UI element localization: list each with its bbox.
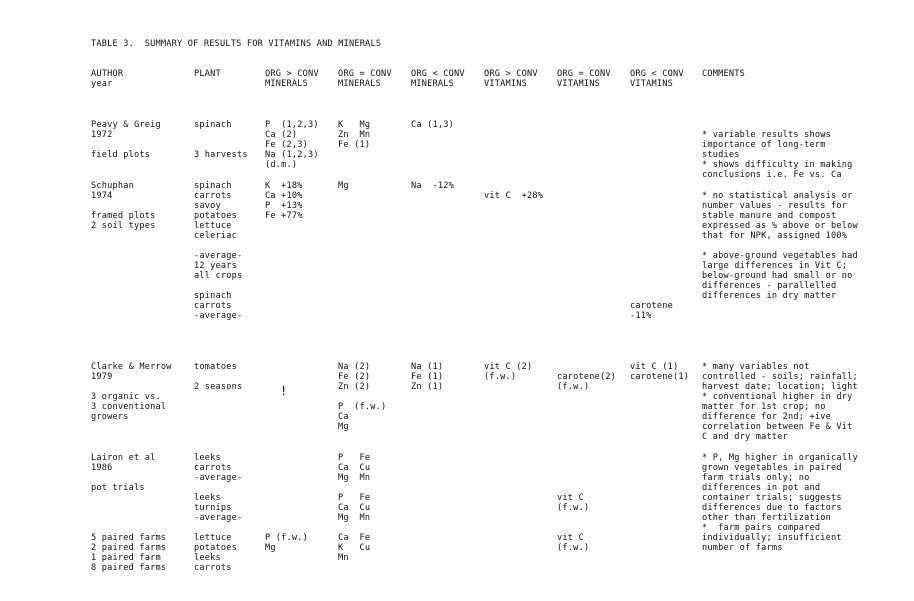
table-row-org-lt-minerals: Na (1) Fe (1) Zn (1) bbox=[411, 362, 444, 392]
header-plant: PLANT bbox=[194, 69, 221, 79]
table-row-org-lt-vitamins: vit C (1) carotene(1) bbox=[630, 362, 690, 382]
table-row-org-lt-minerals: Ca (1,3) bbox=[411, 120, 454, 130]
table-row-org-gt-minerals: P (f.w.) Mg bbox=[265, 533, 308, 553]
table-row-author: Schuphan 1974 framed plots 2 soil types bbox=[91, 181, 156, 231]
header-org-lt-conv-minerals: ORG < CONV MINERALS bbox=[411, 69, 465, 89]
table-row-org-eq-vitamins: vit C (f.w.) vit C (f.w.) bbox=[557, 493, 590, 553]
table-row-org-gt-minerals: K +18% Ca +10% P +13% Fe +77% bbox=[265, 181, 303, 221]
table-row-comments: * many variables not controlled - soils; rainfall; harvest date; location; light * conventional higher in dry matter for 1st crop; no difference for 2nd; +ive correlation between Fe & Vit C and dry matter bbox=[702, 362, 858, 442]
table-row-plant: tomatoes 2 seasons bbox=[194, 362, 243, 392]
table-row-comments: * no statistical analysis or number values - results for stable manure and compost expressed as % above or below that for NPK, assigned 100% * above-ground vegetables had large differences in Vit C; below-ground had small or no differences - parallelled differences in dry matter bbox=[702, 191, 858, 301]
table-title: TABLE 3. SUMMARY OF RESULTS FOR VITAMINS AND MINERALS bbox=[91, 39, 382, 49]
header-org-eq-conv-vitamins: ORG = CONV VITAMINS bbox=[557, 69, 611, 89]
table-row-org-eq-minerals: P Fe Ca Cu Mg Mn P Fe Ca Cu Mg Mn Ca Fe K Cu Mn bbox=[338, 453, 371, 563]
table-row-org-lt-minerals: Na -12% bbox=[411, 181, 454, 191]
header-org-eq-conv-minerals: ORG = CONV MINERALS bbox=[338, 69, 392, 89]
table-row-plant: leeks carrots -average- leeks turnips -average- lettuce potatoes leeks carrots bbox=[194, 453, 243, 573]
header-comments: COMMENTS bbox=[702, 69, 745, 79]
table-row-org-eq-vitamins: carotene(2) (f.w.) bbox=[557, 372, 617, 392]
table-row-org-lt-vitamins: carotene -11% bbox=[630, 301, 673, 321]
table-row-org-eq-minerals: Mg bbox=[338, 181, 349, 191]
table-row-plant: spinach 3 harvests bbox=[194, 120, 248, 160]
table-row-org-gt-vitamins: vit C (2) (f.w.) bbox=[484, 362, 533, 382]
header-org-gt-conv-minerals: ORG > CONV MINERALS bbox=[265, 69, 319, 89]
table-row-comments: * variable results shows importance of long-term studies * shows difficulty in making conclusions i.e. Fe vs. Ca bbox=[702, 130, 853, 180]
stray-mark: ! bbox=[280, 384, 288, 398]
table-row-org-gt-minerals: P (1,2,3) Ca (2) Fe (2,3) Na (1,2,3) (d.m.) bbox=[265, 120, 319, 170]
table-row-org-eq-minerals: Na (2) Fe (2) Zn (2) P (f.w.) Ca Mg bbox=[338, 362, 387, 432]
table-row-plant: spinach carrots savoy potatoes lettuce celeriac -average- 12 years all crops spinach carrots -average- bbox=[194, 181, 243, 321]
header-org-lt-conv-vitamins: ORG < CONV VITAMINS bbox=[630, 69, 684, 89]
table-row-author: Peavy & Greig 1972 field plots bbox=[91, 120, 161, 160]
table-row-org-eq-minerals: K Mg Zn Mn Fe (1) bbox=[338, 120, 371, 150]
table-row-org-gt-vitamins: vit C +28% bbox=[484, 191, 544, 201]
table-row-author: Clarke & Merrow 1979 3 organic vs. 3 conventional growers bbox=[91, 362, 172, 422]
header-org-gt-conv-vitamins: ORG > CONV VITAMINS bbox=[484, 69, 538, 89]
table-row-comments: * P, Mg higher in organically grown vegetables in paired farm trials only; no differences in pot and container trials; suggests differences due to factors other than fertilization * farm pairs compared individually; insufficient number of farms bbox=[702, 453, 858, 553]
table-row-author: Lairon et al 1986 pot trials 5 paired farms 2 paired farms 1 paired farm 8 paired farms bbox=[91, 453, 167, 573]
header-author: AUTHOR year bbox=[91, 69, 124, 89]
